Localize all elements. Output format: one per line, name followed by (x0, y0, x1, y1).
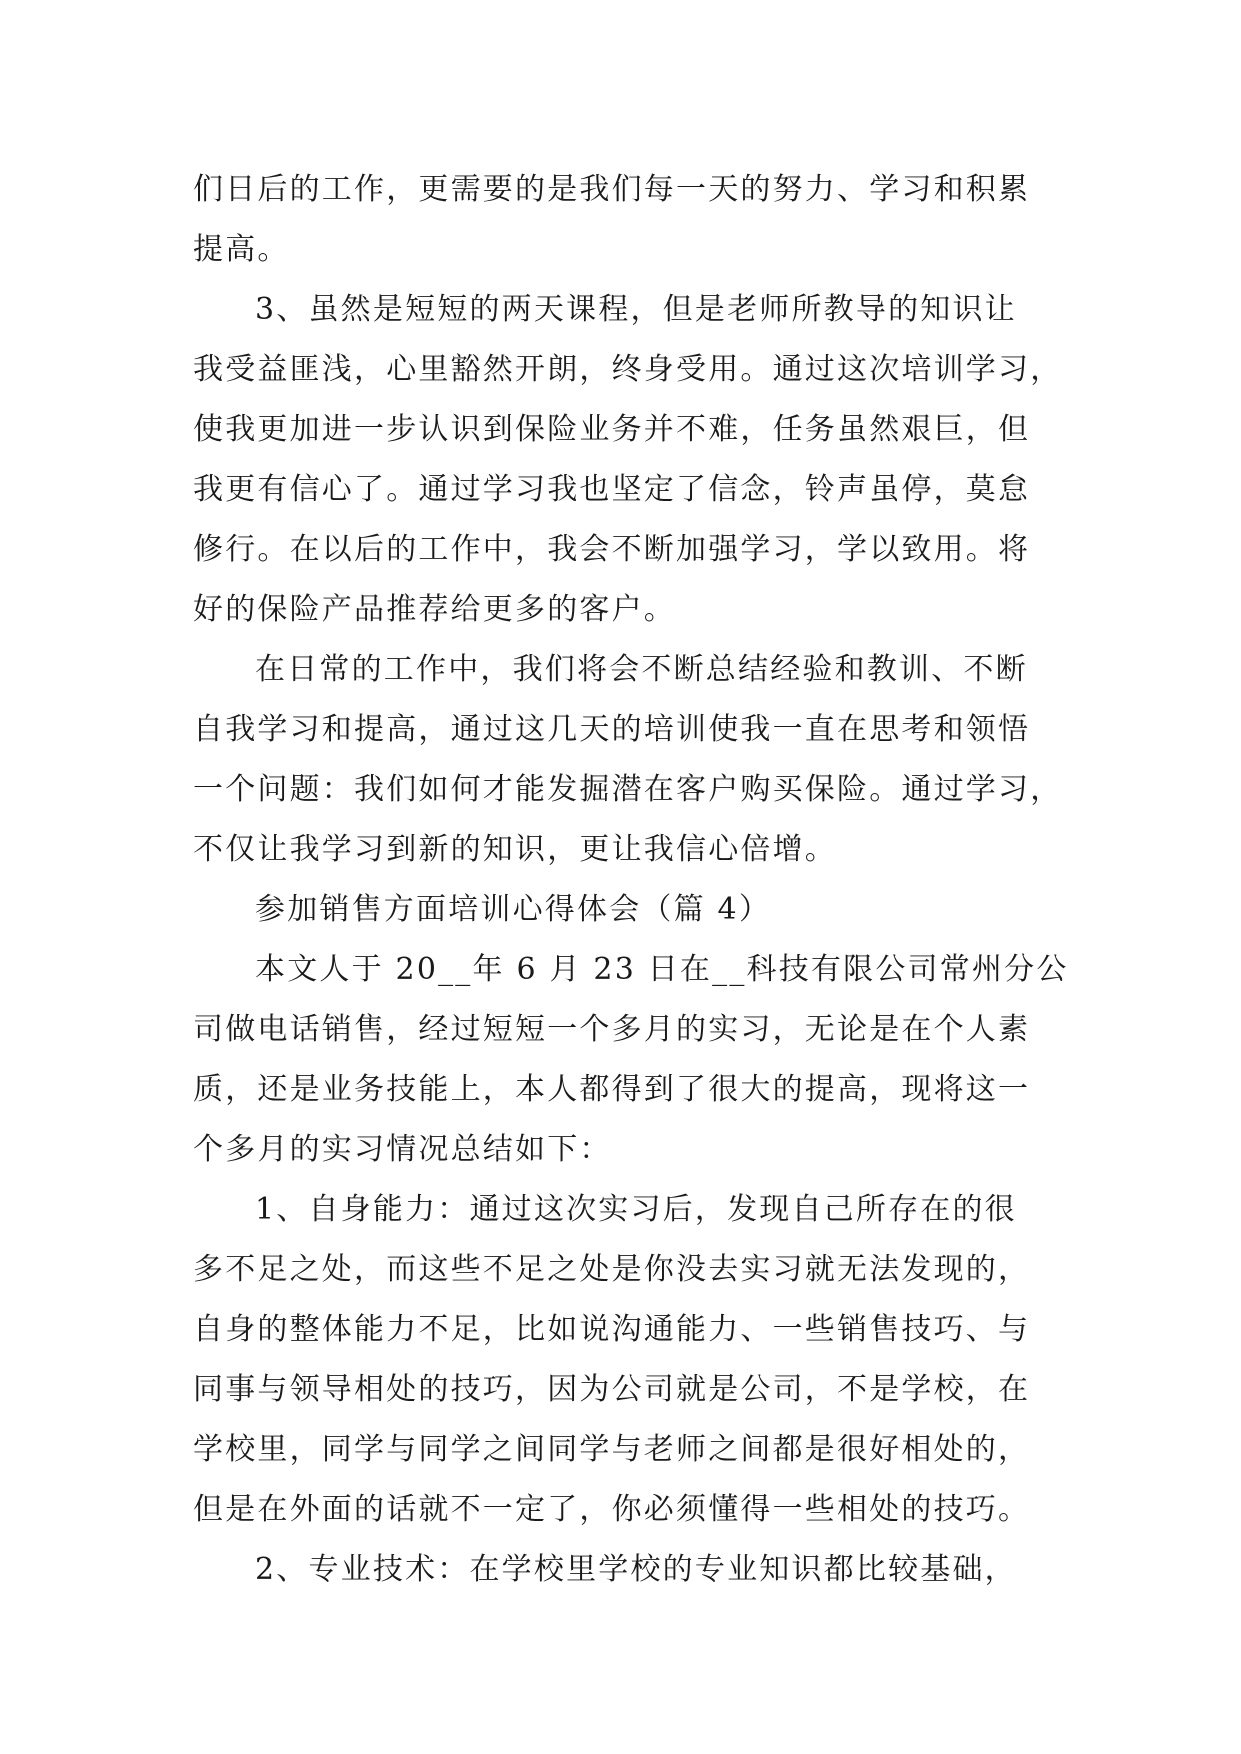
text-line: 一个问题：我们如何才能发掘潜在客户购买保险。通过学习， (193, 772, 1063, 807)
text-line: 多不足之处，而这些不足之处是你没去实习就无法发现的， (193, 1252, 1031, 1287)
paragraph-start-line: 1、自身能力：通过这次实习后，发现自己所存在的很 (255, 1192, 1017, 1227)
text-line: 个多月的实习情况总结如下： (193, 1132, 612, 1167)
text-line: 我受益匪浅，心里豁然开朗，终身受用。通过这次培训学习， (193, 352, 1063, 387)
section-heading: 参加销售方面培训心得体会（篇 4） (255, 892, 772, 927)
paragraph-start-line: 在日常的工作中，我们将会不断总结经验和教训、不断 (255, 652, 1028, 687)
text-line: 好的保险产品推荐给更多的客户。 (193, 592, 676, 627)
text-line: 修行。在以后的工作中，我会不断加强学习，学以致用。将 (193, 532, 1031, 567)
paragraph-start-line: 本文人于 20__年 6 月 23 日在__科技有限公司常州分公 (255, 952, 1069, 987)
text-line: 使我更加进一步认识到保险业务并不难，任务虽然艰巨，但 (193, 412, 1031, 447)
text-line: 但是在外面的话就不一定了，你必须懂得一些相处的技巧。 (193, 1492, 1031, 1527)
text-line: 质，还是业务技能上，本人都得到了很大的提高，现将这一 (193, 1072, 1031, 1107)
text-line: 自身的整体能力不足，比如说沟通能力、一些销售技巧、与 (193, 1312, 1031, 1347)
text-line: 自我学习和提高，通过这几天的培训使我一直在思考和领悟 (193, 712, 1031, 747)
paragraph-start-line: 3、虽然是短短的两天课程，但是老师所教导的知识让 (255, 292, 1017, 327)
text-line: 学校里，同学与同学之间同学与老师之间都是很好相处的， (193, 1432, 1031, 1467)
text-line: 们日后的工作，更需要的是我们每一天的努力、学习和积累 (193, 172, 1031, 207)
text-line: 同事与领导相处的技巧，因为公司就是公司，不是学校，在 (193, 1372, 1031, 1407)
paragraph-start-line: 2、专业技术：在学校里学校的专业知识都比较基础， (255, 1552, 1017, 1587)
text-line: 我更有信心了。通过学习我也坚定了信念，铃声虽停，莫怠 (193, 472, 1031, 507)
text-line: 不仅让我学习到新的知识，更让我信心倍增。 (193, 832, 837, 867)
text-line: 司做电话销售，经过短短一个多月的实习，无论是在个人素 (193, 1012, 1031, 1047)
text-line: 提高。 (193, 232, 290, 267)
